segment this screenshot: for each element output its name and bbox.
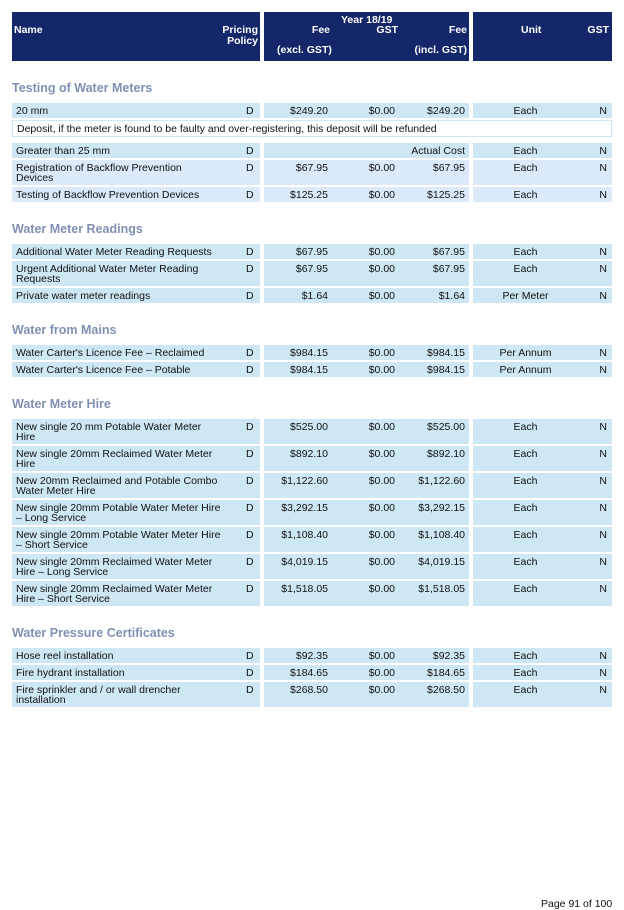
row-gst-flag: N bbox=[599, 162, 607, 174]
row-fee-incl: $67.95 bbox=[432, 263, 465, 275]
deposit-note-text: Deposit, if the meter is found to be faulty and over-registering, this deposit will be refunded bbox=[17, 123, 437, 135]
row-gst-flag: N bbox=[599, 583, 607, 595]
row-fee-excl: $1,518.05 bbox=[281, 583, 328, 595]
row-pricing-policy: D bbox=[246, 364, 254, 376]
table-row bbox=[12, 581, 612, 606]
table-row bbox=[12, 682, 612, 707]
row-pricing-policy: D bbox=[246, 684, 254, 696]
row-fee-incl: $268.50 bbox=[427, 684, 465, 696]
row-fee-excl: $984.15 bbox=[290, 364, 328, 376]
row-fee-incl: $1.64 bbox=[438, 290, 465, 302]
row-unit: Each bbox=[513, 475, 538, 487]
row-gst: $0.00 bbox=[368, 290, 395, 302]
row-fee-incl: $184.65 bbox=[427, 667, 465, 679]
header-fee-incl: Fee bbox=[448, 24, 467, 36]
row-gst-flag: N bbox=[599, 421, 607, 433]
row-unit: Each bbox=[513, 189, 538, 201]
row-fee-incl: $1,122.60 bbox=[418, 475, 465, 487]
row-gst-flag: N bbox=[599, 347, 607, 359]
header-name: Name bbox=[14, 24, 43, 36]
row-fee-incl: $67.95 bbox=[432, 246, 465, 258]
row-gst: $0.00 bbox=[368, 189, 395, 201]
row-name: Additional Water Meter Reading Requests bbox=[16, 246, 212, 258]
row-name: New single 20mm Reclaimed Water Meter Hire – Short Service bbox=[16, 583, 213, 605]
row-name: Urgent Additional Water Meter Reading Requests bbox=[16, 263, 199, 285]
row-unit: Each bbox=[513, 263, 538, 275]
row-fee-excl: $525.00 bbox=[290, 421, 328, 433]
table-body bbox=[12, 81, 612, 707]
row-gst: $0.00 bbox=[368, 162, 395, 174]
row-pricing-policy: D bbox=[246, 583, 254, 595]
header-gst-flag: GST bbox=[587, 24, 609, 36]
section-title: Water Pressure Certificates bbox=[12, 626, 175, 640]
row-fee-excl: $1,108.40 bbox=[281, 529, 328, 541]
table-row bbox=[12, 446, 612, 471]
section-title: Testing of Water Meters bbox=[12, 81, 153, 95]
page-number: Page 91 of 100 bbox=[541, 898, 613, 910]
table-row bbox=[12, 500, 612, 525]
table-row bbox=[12, 160, 612, 185]
row-unit: Each bbox=[513, 162, 538, 174]
section-title: Water Meter Readings bbox=[12, 222, 143, 236]
row-pricing-policy: D bbox=[246, 448, 254, 460]
header-year: Year 18/19 bbox=[341, 14, 393, 26]
row-fee-incl: $67.95 bbox=[432, 162, 465, 174]
row-fee-incl: $4,019.15 bbox=[418, 556, 465, 568]
header-block-name bbox=[12, 12, 260, 61]
row-fee-incl: $249.20 bbox=[427, 105, 465, 117]
row-gst: $0.00 bbox=[368, 650, 395, 662]
row-name: New single 20mm Potable Water Meter Hire – Short Service bbox=[16, 529, 221, 551]
row-gst-flag: N bbox=[599, 556, 607, 568]
row-name: Fire sprinkler and / or wall drencher installation bbox=[16, 684, 181, 706]
row-gst: $0.00 bbox=[368, 246, 395, 258]
row-unit: Each bbox=[513, 421, 538, 433]
row-fee-excl: $4,019.15 bbox=[281, 556, 328, 568]
row-pricing-policy: D bbox=[246, 667, 254, 679]
row-name: 20 mm bbox=[16, 105, 49, 117]
row-unit: Each bbox=[513, 145, 538, 157]
header-incl-gst: (incl. GST) bbox=[414, 44, 467, 56]
row-fee-excl: $984.15 bbox=[290, 347, 328, 359]
row-fee-incl: $125.25 bbox=[427, 189, 465, 201]
row-gst-flag: N bbox=[599, 667, 607, 679]
table-row bbox=[12, 187, 612, 202]
row-gst-flag: N bbox=[599, 475, 607, 487]
row-gst: $0.00 bbox=[368, 502, 395, 514]
row-unit: Each bbox=[513, 105, 538, 117]
row-pricing-policy: D bbox=[246, 502, 254, 514]
row-unit: Each bbox=[513, 583, 538, 595]
row-fee-excl: $67.95 bbox=[295, 263, 328, 275]
table-row bbox=[12, 143, 612, 158]
header-gst: GST bbox=[376, 24, 398, 36]
row-unit: Each bbox=[513, 448, 538, 460]
row-unit: Per Meter bbox=[502, 290, 549, 302]
row-fee-incl: $92.35 bbox=[432, 650, 465, 662]
row-pricing-policy: D bbox=[246, 529, 254, 541]
row-pricing-policy: D bbox=[246, 162, 254, 174]
table-row bbox=[12, 419, 612, 444]
header-block-fees bbox=[264, 12, 469, 61]
row-unit: Each bbox=[513, 650, 538, 662]
row-fee-excl: $92.35 bbox=[295, 650, 328, 662]
row-name: Testing of Backflow Prevention Devices bbox=[16, 189, 200, 201]
row-name: Water Carter's Licence Fee – Potable bbox=[16, 364, 191, 376]
header-unit: Unit bbox=[521, 24, 542, 36]
fee-schedule bbox=[12, 12, 612, 709]
row-gst: $0.00 bbox=[368, 105, 395, 117]
row-name: New single 20mm Potable Water Meter Hire – Long Service bbox=[16, 502, 221, 524]
row-fee-incl: Actual Cost bbox=[411, 145, 465, 157]
row-pricing-policy: D bbox=[246, 105, 254, 117]
row-name: New 20mm Reclaimed and Potable Combo Water Meter Hire bbox=[16, 475, 218, 497]
row-name: New single 20mm Reclaimed Water Meter Hire – Long Service bbox=[16, 556, 213, 578]
row-gst: $0.00 bbox=[368, 684, 395, 696]
table-row bbox=[12, 261, 612, 286]
row-gst-flag: N bbox=[599, 529, 607, 541]
row-fee-incl: $525.00 bbox=[427, 421, 465, 433]
row-unit: Each bbox=[513, 684, 538, 696]
row-fee-excl: $184.65 bbox=[290, 667, 328, 679]
row-fee-excl: $3,292.15 bbox=[281, 502, 328, 514]
header-block-unit bbox=[473, 12, 612, 61]
row-unit: Each bbox=[513, 556, 538, 568]
row-gst: $0.00 bbox=[368, 667, 395, 679]
row-pricing-policy: D bbox=[246, 347, 254, 359]
row-gst-flag: N bbox=[599, 502, 607, 514]
table-row bbox=[12, 554, 612, 579]
header-excl-gst: (excl. GST) bbox=[277, 44, 332, 56]
header-pricing: Pricing bbox=[222, 24, 258, 36]
row-name: Water Carter's Licence Fee – Reclaimed bbox=[16, 347, 205, 359]
row-fee-incl: $1,518.05 bbox=[418, 583, 465, 595]
row-gst-flag: N bbox=[599, 364, 607, 376]
row-pricing-policy: D bbox=[246, 263, 254, 275]
row-gst: $0.00 bbox=[368, 529, 395, 541]
row-gst: $0.00 bbox=[368, 583, 395, 595]
table-row bbox=[12, 665, 612, 680]
row-gst-flag: N bbox=[599, 650, 607, 662]
row-gst: $0.00 bbox=[368, 263, 395, 275]
table-row bbox=[12, 288, 612, 303]
deposit-note bbox=[12, 120, 612, 137]
table-row bbox=[12, 103, 612, 118]
table-header bbox=[12, 12, 612, 61]
table-row bbox=[12, 345, 612, 360]
row-fee-excl: $892.10 bbox=[290, 448, 328, 460]
row-gst-flag: N bbox=[599, 189, 607, 201]
row-pricing-policy: D bbox=[246, 475, 254, 487]
row-fee-incl: $3,292.15 bbox=[418, 502, 465, 514]
row-name: Fire hydrant installation bbox=[16, 667, 125, 679]
row-fee-excl: $125.25 bbox=[290, 189, 328, 201]
row-fee-incl: $1,108.40 bbox=[418, 529, 465, 541]
section-title: Water Meter Hire bbox=[12, 397, 111, 411]
row-unit: Per Annum bbox=[499, 347, 552, 359]
row-gst-flag: N bbox=[599, 246, 607, 258]
row-gst: $0.00 bbox=[368, 347, 395, 359]
section-title: Water from Mains bbox=[12, 323, 117, 337]
row-gst: $0.00 bbox=[368, 364, 395, 376]
row-unit: Each bbox=[513, 529, 538, 541]
row-name: Greater than 25 mm bbox=[16, 145, 110, 157]
row-gst: $0.00 bbox=[368, 421, 395, 433]
table-row bbox=[12, 527, 612, 552]
row-pricing-policy: D bbox=[246, 145, 254, 157]
row-unit: Each bbox=[513, 246, 538, 258]
row-unit: Per Annum bbox=[499, 364, 552, 376]
row-pricing-policy: D bbox=[246, 246, 254, 258]
row-gst: $0.00 bbox=[368, 448, 395, 460]
row-pricing-policy: D bbox=[246, 189, 254, 201]
table-row bbox=[12, 244, 612, 259]
row-pricing-policy: D bbox=[246, 421, 254, 433]
row-gst: $0.00 bbox=[368, 556, 395, 568]
row-fee-excl: $1,122.60 bbox=[281, 475, 328, 487]
row-gst-flag: N bbox=[599, 684, 607, 696]
row-name: New single 20mm Reclaimed Water Meter Hire bbox=[16, 448, 213, 470]
table-row bbox=[12, 648, 612, 663]
row-fee-excl: $249.20 bbox=[290, 105, 328, 117]
row-name: Hose reel installation bbox=[16, 650, 114, 662]
row-fee-excl: $67.95 bbox=[295, 162, 328, 174]
table-row bbox=[12, 362, 612, 377]
row-unit: Each bbox=[513, 502, 538, 514]
row-pricing-policy: D bbox=[246, 290, 254, 302]
table-row bbox=[12, 473, 612, 498]
row-gst-flag: N bbox=[599, 145, 607, 157]
row-name: Registration of Backflow Prevention Devices bbox=[16, 162, 182, 184]
row-name: New single 20 mm Potable Water Meter Hire bbox=[16, 421, 202, 443]
row-pricing-policy: D bbox=[246, 650, 254, 662]
row-gst-flag: N bbox=[599, 263, 607, 275]
row-fee-excl: $67.95 bbox=[295, 246, 328, 258]
row-pricing-policy: D bbox=[246, 556, 254, 568]
row-gst: $0.00 bbox=[368, 475, 395, 487]
row-gst-flag: N bbox=[599, 105, 607, 117]
row-fee-excl: $268.50 bbox=[290, 684, 328, 696]
header-fee-excl: Fee bbox=[311, 24, 330, 36]
row-fee-incl: $984.15 bbox=[427, 347, 465, 359]
header-policy: Policy bbox=[227, 35, 258, 47]
row-fee-incl: $892.10 bbox=[427, 448, 465, 460]
row-gst-flag: N bbox=[599, 290, 607, 302]
row-gst-flag: N bbox=[599, 448, 607, 460]
row-name: Private water meter readings bbox=[16, 290, 151, 302]
row-fee-incl: $984.15 bbox=[427, 364, 465, 376]
row-unit: Each bbox=[513, 667, 538, 679]
row-fee-excl: $1.64 bbox=[301, 290, 328, 302]
